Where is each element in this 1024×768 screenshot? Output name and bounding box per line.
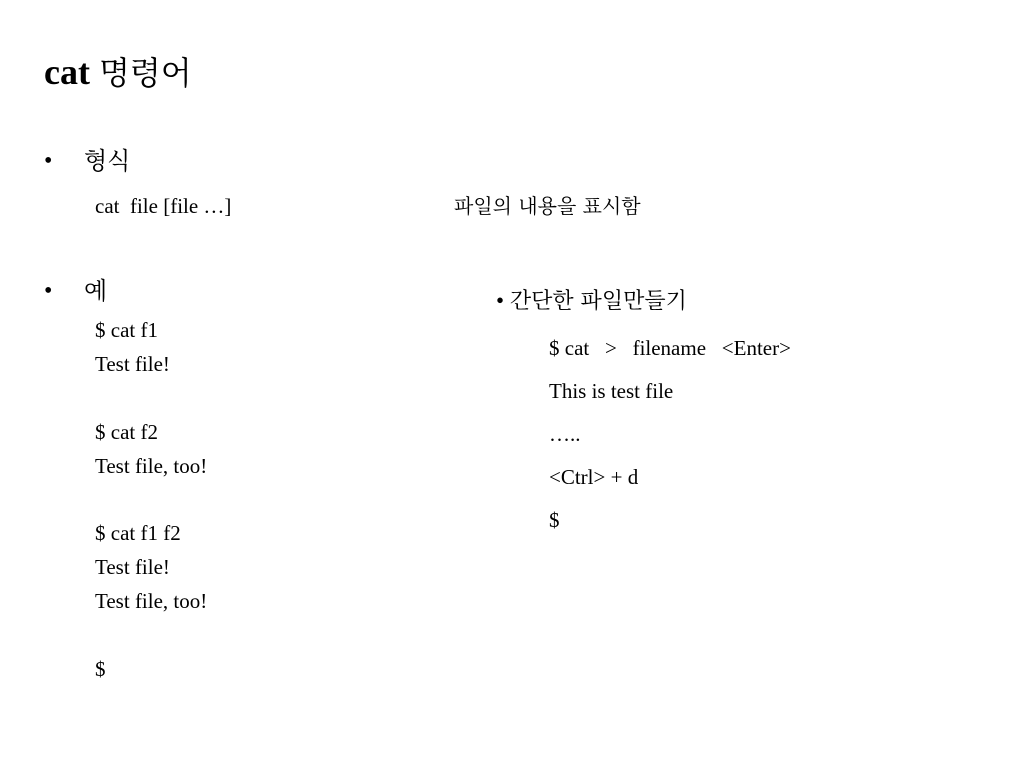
simple-file-line: This is test file [549,379,674,403]
format-heading: 형식 [84,147,131,175]
example-line: $ cat f1 f2 [95,521,181,545]
format-bullet [44,146,244,176]
bullet-dot: • [496,288,505,313]
title-keyword: cat [44,52,90,92]
example-bullet [44,276,244,306]
simple-file-bullet [496,286,687,317]
format-description: 파일의 내용을 표시함 [454,194,641,218]
bullet-dot: • [44,148,53,174]
example-line: Test file, too! [95,454,208,478]
example-line: Test file! [95,555,170,579]
example-heading: 예 [84,277,108,305]
bullet-dot: • [44,278,53,304]
example-line: $ [95,657,106,681]
format-syntax: cat file [file …] [95,194,232,218]
example-line: Test file, too! [95,589,208,613]
example-line: Test file! [95,352,170,376]
simple-file-line: $ cat > filename <Enter> [549,336,791,360]
example-line: $ cat f2 [95,420,158,444]
simple-file-line: $ [549,508,560,532]
title-korean: 명령어 [98,54,192,92]
slide-title [44,50,192,95]
simple-file-heading: 간단한 파일만들기 [509,289,687,314]
simple-file-line: ….. [549,422,581,446]
simple-file-line: <Ctrl> + d [549,465,639,489]
example-line: $ cat f1 [95,318,158,342]
